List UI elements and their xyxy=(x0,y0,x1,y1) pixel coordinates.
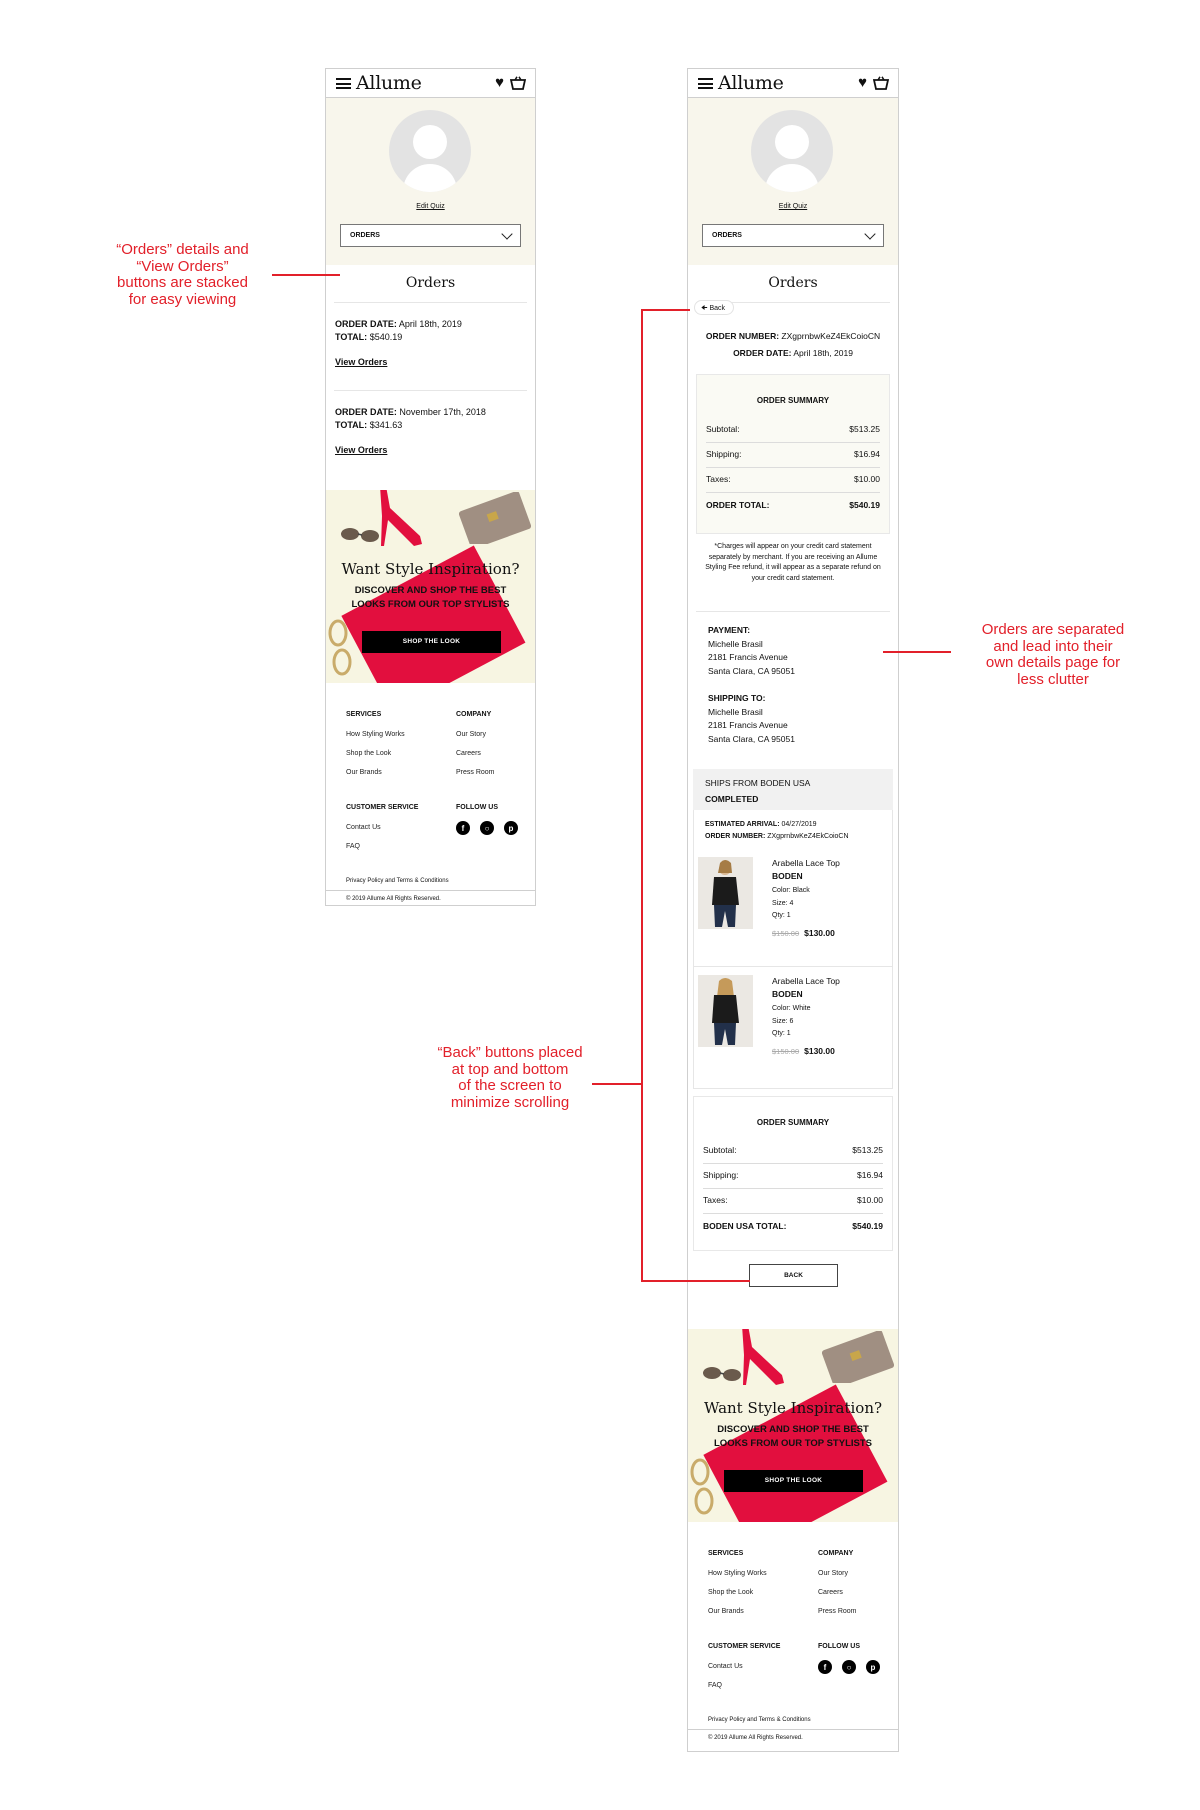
chevron-down-icon xyxy=(864,228,875,239)
copyright: © 2019 Allume All Rights Reserved. xyxy=(708,1735,803,1741)
orders-list-screen xyxy=(325,68,536,906)
summary-row: Shipping: $16.94 xyxy=(703,1164,883,1189)
footer-link[interactable]: How Styling Works xyxy=(708,1570,767,1577)
shipment-header: SHIPS FROM BODEN USA COMPLETED xyxy=(693,769,893,810)
summary-total: ORDER TOTAL: $540.19 xyxy=(706,500,880,510)
sunglasses-image xyxy=(340,522,380,544)
shipping-address: SHIPPING TO: Michelle Brasil 2181 Francis Avenue Santa Clara, CA 95051 xyxy=(708,693,795,744)
annotation-line xyxy=(641,309,690,311)
footer-link[interactable]: Shop the Look xyxy=(708,1589,754,1596)
back-button[interactable]: BACK xyxy=(749,1264,838,1287)
item-info: Arabella Lace Top BODEN Color: White Size: 6 Qty: 1 $150.00 $130.00 xyxy=(772,976,840,1056)
edit-quiz-link[interactable]: Edit Quiz xyxy=(416,203,445,210)
profile-section xyxy=(688,98,898,265)
footer-link[interactable]: Press Room xyxy=(456,769,495,776)
social-icons xyxy=(818,1660,880,1674)
footer xyxy=(326,683,535,906)
annotation-bracket xyxy=(641,309,643,1281)
arrow-left-icon: 🠈 xyxy=(701,305,708,312)
page-title: Orders xyxy=(405,275,456,291)
avatar xyxy=(389,110,471,192)
shop-the-look-button[interactable]: SHOP THE LOOK xyxy=(724,1470,863,1492)
footer-company-title: COMPANY xyxy=(456,711,492,718)
edit-quiz-link[interactable]: Edit Quiz xyxy=(778,203,808,210)
footer-link[interactable]: FAQ xyxy=(346,843,361,850)
order-item: ORDER DATE: April 18th, 2019 TOTAL: $540.19 View Orders xyxy=(326,303,535,390)
footer-follow-title: FOLLOW US xyxy=(818,1643,860,1650)
footer-link[interactable]: Contact Us xyxy=(346,824,381,831)
footer-services-title: SERVICES xyxy=(708,1550,744,1557)
footer-customer-service-title: CUSTOMER SERVICE xyxy=(708,1643,781,1650)
footer-link[interactable]: Our Brands xyxy=(708,1608,744,1615)
footer-services-title: SERVICES xyxy=(346,711,382,718)
summary-row: Shipping: $16.94 xyxy=(706,443,880,468)
footer-link[interactable]: Press Room xyxy=(818,1608,857,1615)
instagram-icon[interactable]: ○ xyxy=(842,1660,856,1674)
annotation-orders-stacked: “Orders” details and “View Orders” buttons are stacked for easy viewing xyxy=(116,241,249,308)
item-info: Arabella Lace Top BODEN Color: Black Size: 4 Qty: 1 $150.00 $130.00 xyxy=(772,858,840,938)
view-orders-link[interactable]: View Orders xyxy=(335,357,388,367)
order-item[interactable] xyxy=(698,975,878,1085)
payment-address: PAYMENT: Michelle Brasil 2181 Francis Avenue Santa Clara, CA 95051 xyxy=(708,625,795,676)
privacy-link[interactable]: Privacy Policy and Terms & Conditions xyxy=(346,878,449,884)
view-orders-link[interactable]: View Orders xyxy=(335,445,388,455)
profile-section xyxy=(326,98,535,265)
footer-link[interactable]: Careers xyxy=(818,1589,843,1596)
bag-image xyxy=(822,1331,894,1383)
style-inspiration-banner xyxy=(688,1329,898,1522)
summary-row: Taxes: $10.00 xyxy=(706,468,880,493)
facebook-icon[interactable]: f xyxy=(456,821,470,835)
logo[interactable]: Allume xyxy=(356,72,422,94)
footer-link[interactable]: Our Story xyxy=(456,731,486,738)
header xyxy=(326,69,535,98)
footer-company-title: COMPANY xyxy=(818,1550,854,1557)
footer-link[interactable]: Our Story xyxy=(818,1570,848,1577)
order-item: ORDER DATE: November 17th, 2018 TOTAL: $341.63 View Orders xyxy=(326,391,535,478)
shop-the-look-button[interactable]: SHOP THE LOOK xyxy=(362,631,501,653)
banner-headline: Want Style Inspiration? xyxy=(703,1399,883,1417)
heart-icon[interactable]: ♥ xyxy=(858,74,867,91)
page-title: Orders xyxy=(768,275,818,291)
product-photo xyxy=(698,975,753,1047)
avatar xyxy=(751,110,833,192)
footer-follow-title: FOLLOW US xyxy=(456,804,498,811)
section-select[interactable] xyxy=(340,224,521,247)
basket-icon[interactable] xyxy=(510,76,526,90)
sunglasses-image xyxy=(702,1361,742,1383)
chevron-down-icon xyxy=(501,228,512,239)
header xyxy=(688,69,898,98)
style-inspiration-banner xyxy=(326,490,535,683)
order-summary-title: ORDER SUMMARY xyxy=(756,396,830,405)
footer xyxy=(688,1522,898,1745)
footer-customer-service-title: CUSTOMER SERVICE xyxy=(346,804,419,811)
merchant-summary-title: ORDER SUMMARY xyxy=(756,1118,830,1127)
back-chip-button[interactable]: 🠈 Back xyxy=(694,300,734,315)
summary-total: BODEN USA TOTAL: $540.19 xyxy=(703,1221,883,1231)
footer-link[interactable]: Careers xyxy=(456,750,481,757)
pinterest-icon[interactable]: p xyxy=(866,1660,880,1674)
order-number: ORDER NUMBER: ZXgprnbwKeZ4EkCoioCN xyxy=(705,331,881,341)
product-photo xyxy=(698,857,753,929)
summary-row: Subtotal: $513.25 xyxy=(706,418,880,443)
banner-subtitle: DISCOVER AND SHOP THE BEST LOOKS FROM OUR TOP STYLISTS xyxy=(351,585,510,610)
hamburger-menu-icon[interactable] xyxy=(336,78,351,89)
section-select-value: ORDERS xyxy=(712,232,742,239)
banner-subtitle: DISCOVER AND SHOP THE BEST LOOKS FROM OUR TOP STYLISTS xyxy=(714,1424,872,1449)
annotation-line xyxy=(641,1280,750,1282)
footer-link[interactable]: How Styling Works xyxy=(346,731,405,738)
charges-note: *Charges will appear on your credit card statement separately by merchant. If you are receiving an Allume Styling Fee refund, it will appear as a separate refund on your credit card statement. xyxy=(705,543,881,582)
privacy-link[interactable]: Privacy Policy and Terms & Conditions xyxy=(708,1717,811,1723)
bag-image xyxy=(459,492,531,544)
order-summary xyxy=(696,374,890,534)
hamburger-menu-icon[interactable] xyxy=(698,78,713,89)
basket-icon[interactable] xyxy=(873,76,889,90)
order-date: ORDER DATE: April 18th, 2019 xyxy=(733,348,853,358)
heart-icon[interactable]: ♥ xyxy=(495,74,504,91)
annotation-line xyxy=(592,1083,642,1085)
merchant-summary xyxy=(693,1096,893,1251)
annotation-line xyxy=(272,274,340,276)
logo[interactable]: Allume xyxy=(718,72,784,94)
copyright: © 2019 Allume All Rights Reserved. xyxy=(346,896,441,902)
social-icons xyxy=(456,821,518,835)
earrings-image xyxy=(690,1457,716,1517)
order-detail-screen xyxy=(687,68,899,1752)
summary-row: Taxes: $10.00 xyxy=(703,1189,883,1214)
footer-link[interactable]: Our Brands xyxy=(346,769,382,776)
facebook-icon[interactable]: f xyxy=(818,1660,832,1674)
instagram-icon[interactable]: ○ xyxy=(480,821,494,835)
footer-link[interactable]: FAQ xyxy=(708,1682,723,1689)
section-select-value: ORDERS xyxy=(350,232,380,239)
pinterest-icon[interactable]: p xyxy=(504,821,518,835)
annotation-line xyxy=(883,651,951,653)
shipment-info: ESTIMATED ARRIVAL: 04/27/2019 ORDER NUMBER: ZXgprnbwKeZ4EkCoioCN xyxy=(705,821,849,840)
annotation-back-buttons: “Back” buttons placed at top and bottom of the screen to minimize scrolling xyxy=(437,1044,583,1111)
section-select[interactable] xyxy=(702,224,884,247)
red-heel-image xyxy=(376,490,424,556)
summary-row: Subtotal: $513.25 xyxy=(703,1139,883,1164)
footer-link[interactable]: Contact Us xyxy=(708,1663,743,1670)
annotation-orders-separated: Orders are separated and lead into their own details page for less clutter xyxy=(981,621,1125,688)
banner-headline: Want Style Inspiration? xyxy=(341,560,520,578)
footer-link[interactable]: Shop the Look xyxy=(346,750,392,757)
earrings-image xyxy=(328,618,354,678)
order-item[interactable] xyxy=(698,857,878,967)
red-heel-image xyxy=(738,1329,786,1395)
